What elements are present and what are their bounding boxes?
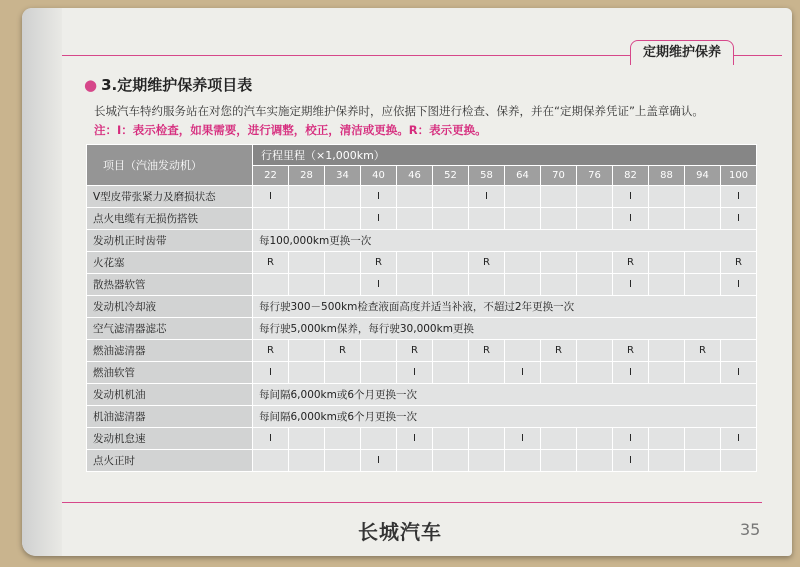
section-tab: 定期维护保养	[630, 40, 734, 65]
schedule-cell: I	[469, 186, 505, 208]
schedule-cell: R	[613, 340, 649, 362]
schedule-cell	[397, 186, 433, 208]
table-row	[87, 208, 757, 230]
schedule-cell	[685, 450, 721, 472]
schedule-cell	[577, 274, 613, 296]
schedule-cell	[685, 186, 721, 208]
schedule-cell	[325, 428, 361, 450]
schedule-cell: I	[397, 428, 433, 450]
km-header-cell: 64	[505, 166, 541, 186]
schedule-cell: I	[361, 186, 397, 208]
item-name-cell: 发动机冷却液	[87, 296, 253, 318]
schedule-cell	[469, 208, 505, 230]
schedule-cell	[325, 274, 361, 296]
table-row	[87, 406, 757, 428]
schedule-cell: I	[505, 362, 541, 384]
schedule-cell: I	[721, 274, 757, 296]
km-header-cell: 88	[649, 166, 685, 186]
schedule-cell	[253, 274, 289, 296]
schedule-cell	[469, 428, 505, 450]
item-name-cell: V型皮带张紧力及磨损状态	[87, 186, 253, 208]
schedule-cell	[289, 186, 325, 208]
schedule-cell: I	[721, 186, 757, 208]
schedule-cell	[577, 208, 613, 230]
schedule-cell	[541, 428, 577, 450]
schedule-cell	[325, 252, 361, 274]
schedule-cell: R	[253, 252, 289, 274]
schedule-cell	[325, 208, 361, 230]
schedule-cell	[685, 428, 721, 450]
schedule-cell: I	[613, 362, 649, 384]
schedule-cell	[325, 450, 361, 472]
schedule-cell: I	[361, 274, 397, 296]
item-name-cell: 点火正时	[87, 450, 253, 472]
schedule-cell	[685, 208, 721, 230]
schedule-cell	[361, 428, 397, 450]
table-row	[87, 318, 757, 340]
schedule-cell	[289, 450, 325, 472]
schedule-cell	[649, 208, 685, 230]
schedule-cell	[541, 274, 577, 296]
schedule-cell	[649, 252, 685, 274]
schedule-cell	[361, 362, 397, 384]
item-name-cell: 发动机怠速	[87, 428, 253, 450]
table-row	[87, 186, 757, 208]
schedule-cell	[505, 186, 541, 208]
schedule-cell	[289, 208, 325, 230]
schedule-cell: I	[253, 186, 289, 208]
schedule-cell	[397, 208, 433, 230]
km-header-cell: 94	[685, 166, 721, 186]
schedule-cell	[325, 186, 361, 208]
schedule-cell	[721, 340, 757, 362]
schedule-cell: I	[613, 274, 649, 296]
schedule-cell: R	[253, 340, 289, 362]
schedule-cell: R	[469, 252, 505, 274]
schedule-cell	[325, 362, 361, 384]
item-name-cell: 散热器软管	[87, 274, 253, 296]
schedule-cell: I	[361, 450, 397, 472]
schedule-cell: I	[253, 362, 289, 384]
interval-text-cell: 每行驶5,000km保养，每行驶30,000km更换	[253, 318, 757, 340]
manual-page	[22, 8, 792, 556]
schedule-cell: I	[721, 208, 757, 230]
schedule-cell	[577, 186, 613, 208]
km-header-cell: 58	[469, 166, 505, 186]
table-row	[87, 230, 757, 252]
schedule-cell	[397, 274, 433, 296]
schedule-cell	[289, 362, 325, 384]
item-name-cell: 发动机正时齿带	[87, 230, 253, 252]
item-name-cell: 机油滤清器	[87, 406, 253, 428]
schedule-cell	[397, 450, 433, 472]
schedule-cell	[577, 428, 613, 450]
legend-note: 注：I：表示检查，如果需要，进行调整，校正，清洁或更换。R：表示更换。	[94, 123, 487, 137]
table-row	[87, 384, 757, 406]
schedule-cell	[505, 252, 541, 274]
schedule-cell	[721, 450, 757, 472]
schedule-cell: R	[325, 340, 361, 362]
item-name-cell: 点火电缆有无损伤搭铁	[87, 208, 253, 230]
schedule-cell	[253, 208, 289, 230]
schedule-cell	[433, 362, 469, 384]
schedule-cell	[685, 274, 721, 296]
km-header-cell: 22	[253, 166, 289, 186]
table-row	[87, 428, 757, 450]
schedule-cell	[505, 450, 541, 472]
schedule-cell: I	[721, 428, 757, 450]
item-name-cell: 空气滤清器滤芯	[87, 318, 253, 340]
schedule-cell: I	[253, 428, 289, 450]
bullet-dot-icon: ●	[84, 76, 98, 94]
schedule-cell	[397, 252, 433, 274]
table-row	[87, 450, 757, 472]
item-name-cell: 火花塞	[87, 252, 253, 274]
schedule-cell	[685, 362, 721, 384]
schedule-cell: R	[685, 340, 721, 362]
schedule-cell: I	[505, 428, 541, 450]
km-header-cell: 40	[361, 166, 397, 186]
page-spine	[22, 8, 62, 556]
schedule-cell	[469, 450, 505, 472]
schedule-cell: R	[469, 340, 505, 362]
page-title	[84, 74, 252, 95]
schedule-cell	[361, 340, 397, 362]
schedule-cell	[649, 340, 685, 362]
table-row	[87, 362, 757, 384]
mileage-range-header: 行程里程（×1,000km）	[253, 145, 757, 166]
schedule-cell	[433, 340, 469, 362]
table-row	[87, 296, 757, 318]
schedule-cell	[685, 252, 721, 274]
schedule-cell	[577, 252, 613, 274]
item-name-cell: 发动机机油	[87, 384, 253, 406]
table-header-row	[87, 145, 757, 166]
schedule-cell	[505, 340, 541, 362]
schedule-cell	[649, 450, 685, 472]
schedule-cell: R	[541, 340, 577, 362]
schedule-cell: R	[613, 252, 649, 274]
brand-logo: 长城汽车	[358, 520, 442, 544]
km-header-cell: 82	[613, 166, 649, 186]
schedule-cell	[433, 274, 469, 296]
interval-text-cell: 每100,000km更换一次	[253, 230, 757, 252]
page-number: 35	[740, 520, 761, 539]
schedule-cell	[541, 252, 577, 274]
schedule-cell: I	[613, 450, 649, 472]
table-row	[87, 340, 757, 362]
schedule-cell: R	[397, 340, 433, 362]
schedule-cell	[505, 274, 541, 296]
schedule-cell: I	[613, 428, 649, 450]
schedule-cell	[433, 450, 469, 472]
table-corner-header: 项目（汽油发动机）	[87, 145, 253, 186]
schedule-cell	[541, 208, 577, 230]
schedule-cell	[577, 362, 613, 384]
schedule-cell	[541, 186, 577, 208]
km-header-cell: 28	[289, 166, 325, 186]
schedule-cell	[577, 450, 613, 472]
schedule-cell	[505, 208, 541, 230]
schedule-cell	[433, 252, 469, 274]
interval-text-cell: 每间隔6,000km或6个月更换一次	[253, 384, 757, 406]
schedule-cell	[289, 274, 325, 296]
schedule-cell: I	[397, 362, 433, 384]
schedule-cell	[577, 340, 613, 362]
schedule-cell: I	[613, 186, 649, 208]
km-header-cell: 70	[541, 166, 577, 186]
schedule-cell	[649, 428, 685, 450]
schedule-cell	[541, 450, 577, 472]
schedule-cell	[469, 274, 505, 296]
schedule-cell	[433, 186, 469, 208]
item-name-cell: 燃油滤清器	[87, 340, 253, 362]
schedule-cell	[469, 362, 505, 384]
schedule-cell	[253, 450, 289, 472]
interval-text-cell: 每行驶300－500km检查液面高度并适当补液，不超过2年更换一次	[253, 296, 757, 318]
schedule-cell	[289, 428, 325, 450]
km-header-cell: 34	[325, 166, 361, 186]
schedule-cell	[289, 252, 325, 274]
interval-text-cell: 每间隔6,000km或6个月更换一次	[253, 406, 757, 428]
intro-text: 长城汽车特约服务站在对您的汽车实施定期维护保养时，应依据下图进行检查、保养，并在“定期保养凭证”上盖章确认。	[94, 104, 704, 118]
schedule-cell: R	[721, 252, 757, 274]
km-header-cell: 46	[397, 166, 433, 186]
schedule-cell	[433, 428, 469, 450]
page-title-text: 3.定期维护保养项目表	[101, 76, 253, 94]
schedule-cell	[289, 340, 325, 362]
schedule-cell	[541, 362, 577, 384]
schedule-cell: I	[613, 208, 649, 230]
table-row	[87, 252, 757, 274]
schedule-cell	[649, 274, 685, 296]
footer-rule	[62, 502, 762, 503]
km-header-cell: 52	[433, 166, 469, 186]
maintenance-table	[86, 144, 757, 472]
schedule-cell: I	[361, 208, 397, 230]
schedule-cell: R	[361, 252, 397, 274]
schedule-cell	[649, 362, 685, 384]
km-header-cell: 100	[721, 166, 757, 186]
schedule-cell: I	[721, 362, 757, 384]
table-row	[87, 274, 757, 296]
item-name-cell: 燃油软管	[87, 362, 253, 384]
km-header-cell: 76	[577, 166, 613, 186]
schedule-cell	[433, 208, 469, 230]
schedule-cell	[649, 186, 685, 208]
